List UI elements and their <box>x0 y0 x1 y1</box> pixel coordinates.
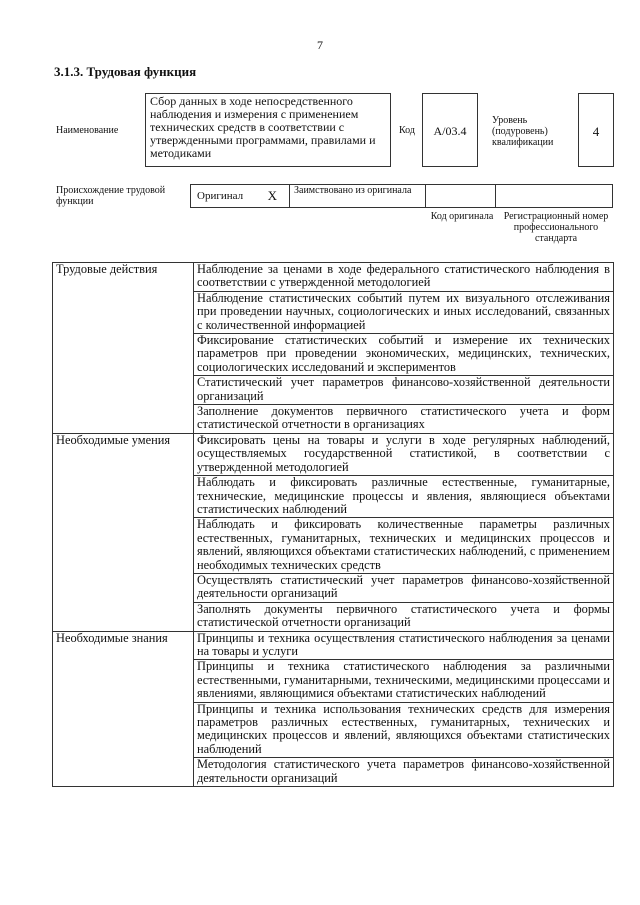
item-cell: Заполнение документов первичного статистического учета и форм статистической отчетности в организациях <box>194 405 614 434</box>
item-cell: Заполнять документы первичного статистического учета и формы статистической отчетности организаций <box>194 602 614 631</box>
original-code-caption: Код оригинала <box>430 211 494 222</box>
level-label: Уровень (подуровень) квалификации <box>492 115 554 148</box>
item-cell: Осуществлять статистический учет параметров финансово-хозяйственной деятельности организаций <box>194 573 614 602</box>
original-mark: X <box>267 188 277 203</box>
functions-table <box>52 262 614 787</box>
item-cell: Наблюдение статистических событий путем их визуального отслеживания при проведении научных, социологических и иных исследований, связанных с количественной информацией <box>194 291 614 333</box>
category-cell: Трудовые действия <box>53 263 194 434</box>
category-cell: Необходимые умения <box>53 433 194 631</box>
item-cell: Принципы и техника статистического наблюдения за различными естественными, гуманитарными, техническими, медицинскими процессами и явлениями, являющимися объектами статистических наблюдений <box>194 660 614 702</box>
origin-row <box>190 184 613 208</box>
borrowed-label: Заимствовано из оригинала <box>294 185 412 196</box>
item-cell: Методология статистического учета параметров финансово-хозяйственной деятельности организаций <box>194 758 614 787</box>
original-cell <box>191 185 290 207</box>
function-name-value: Сбор данных в ходе непосредственного наблюдения и измерения с применением технических средств в соответствии с утвержденными программами, правилами и методиками <box>145 93 391 167</box>
item-cell: Статистический учет параметров финансово-хозяйственной деятельности организаций <box>194 376 614 405</box>
registration-number-cell <box>496 185 612 207</box>
category-cell: Необходимые знания <box>53 631 194 786</box>
function-code-value: A/03.4 <box>422 93 478 167</box>
item-cell: Принципы и техника использования технических средств для измерения параметров различных естественных, гуманитарных, технических и медицинских процессов и явлений, являющихся объектами статистических наблюдений <box>194 702 614 758</box>
section-title: 3.1.3. Трудовая функция <box>54 64 197 79</box>
registration-number-caption: Регистрационный номер профессионального стандарта <box>503 211 609 244</box>
qualification-level-value: 4 <box>578 93 614 167</box>
table-row <box>53 433 614 475</box>
borrowed-cell <box>290 185 426 207</box>
table-row <box>53 631 614 660</box>
original-code-cell <box>426 185 496 207</box>
code-label: Код <box>399 125 415 136</box>
item-cell: Наблюдать и фиксировать количественные параметры различных естественных, гуманитарных, технических и медицинских процессов и явлений, являющихся объектами статистических наблюдений, с применением необходимых технических средств <box>194 518 614 574</box>
item-cell: Принципы и техника осуществления статистического наблюдения за ценами на товары и услуги <box>194 631 614 660</box>
item-cell: Фиксировать цены на товары и услуги в ходе регулярных наблюдений, осуществляемых государственной статистикой, в соответствии с утвержденной методологией <box>194 433 614 475</box>
origin-label: Происхождение трудовой функции <box>56 185 166 207</box>
name-label: Наименование <box>56 125 119 136</box>
item-cell: Наблюдение за ценами в ходе федерального статистического наблюдения в соответствии с утвержденной методологией <box>194 263 614 292</box>
original-label: Оригинал <box>197 190 244 202</box>
page-number: 7 <box>317 38 323 52</box>
item-cell: Фиксирование статистических событий и измерение их технических параметров при проведении экономических, медицинских, технических, социологических исследований и экспериментов <box>194 334 614 376</box>
item-cell: Наблюдать и фиксировать различные естественные, гуманитарные, технические, медицинские процессы и явления, являющиеся объектами статистических наблюдений <box>194 476 614 518</box>
table-row <box>53 263 614 292</box>
